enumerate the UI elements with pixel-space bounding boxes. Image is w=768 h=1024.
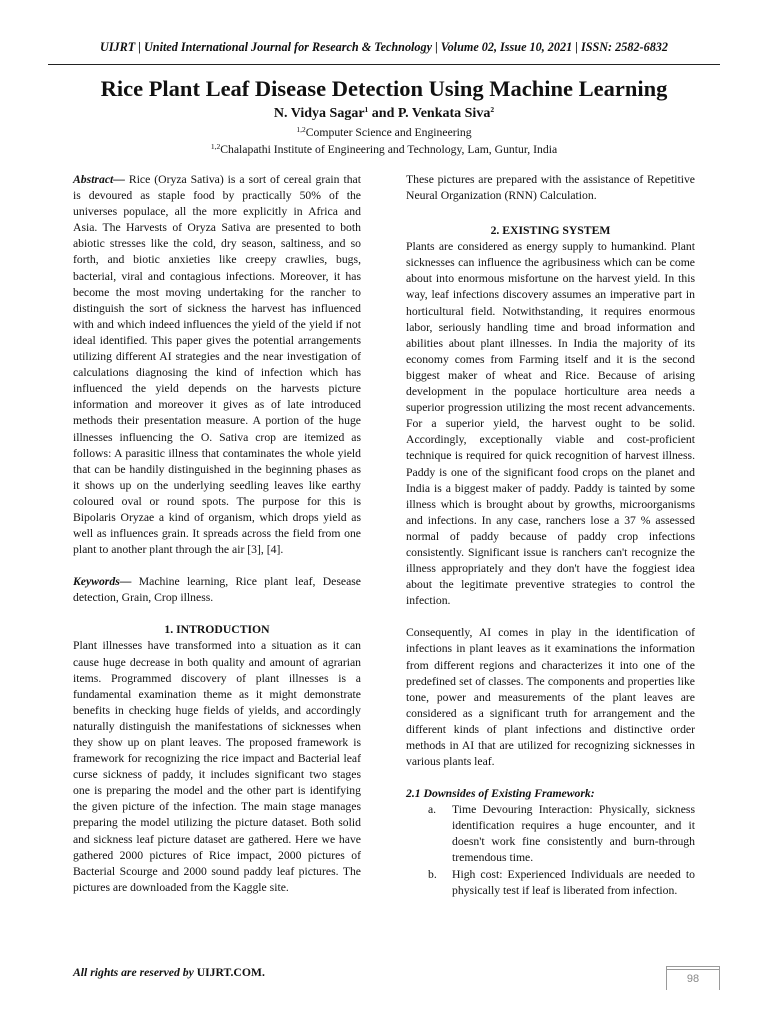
introduction-text: Plant illnesses have transformed into a situation as it can cause huge decrease in both quality and amount of agrarian items. Programmed discovery of plant illnesses is a fundamental examination theme as it might demonstrate benefits in checking huge fields of yields, and accordingly naturally distinguish the manifestations of sicknesses when they show up on plant leaves. The proposed framework is framework for recognizing the rice impact and Bacterial leaf curse sickness of paddy, it includes significant two stages one is preparing the model and the other part is identifying the given picture of the infection. The main stage manages preparing the model utilizing the picture dataset. Both solid and sickness leaf picture dataset are gathered. Here we have gathered 2000 pictures of Rice impact, 2000 pictures of Bacterial Scourge and 2000 sound paddy leaf pictures. The pictures are downloaded from the Kaggle site. xyxy=(73,639,361,894)
right-column xyxy=(406,172,695,899)
list-item-text: High cost: Experienced Individuals are needed to physically test if leaf is liberated from infection. xyxy=(452,867,695,897)
keywords-label: Keywords— xyxy=(73,575,132,589)
affiliation-institute xyxy=(0,143,768,156)
paper-title: Rice Plant Leaf Disease Detection Using Machine Learning xyxy=(100,76,668,101)
footer-brand: UIJRT.COM. xyxy=(196,966,265,979)
left-column xyxy=(73,172,361,896)
abstract-text: Rice (Oryza Sativa) is a sort of cereal grain that is devoured as staple food by practically 50% of the universes populace, all the more explicitly in Africa and Asia. The Harvests of Oryza Sativa are presented to both abiotic stresses like the cold, dry season, saltiness, and so forth, and biotic anxieties like creepy crawlies, bugs, bacterial, viral and contagious infections. Moreover, it has become the most moving undertaking for the rancher to distinguish the sort of sickness the harvest has influenced with and which indeed influences the yield of the yield if not ideal identified. This paper gives the potential arrangements utilizing different AI strategies and the near investigation of calculations diagnosing the kind of infection which has influenced the yield depends on the harvests picture information and moreover it gives as of late introduced methods their presentation measure. A portion of the huge illnesses influencing the O. Sativa crop are itemized as follows: A parasitic illness that contaminates the whole yield that can be handily distinguished in the beginning phases as it shows up on the underlying seedling leaves like earthy coloured oval or round spots. The purpose for this is Bipolaris Oryzae a kind of organism, which drops yield as well as influences grain. It spreads across the field from one plant to another plant through the air [3], [4]. xyxy=(73,173,361,557)
abstract-label: Abstract— xyxy=(73,173,125,186)
author-1-superscript: 1 xyxy=(364,105,369,114)
introduction-continuation: These pictures are prepared with the assistance of Repetitive Neural Organization (RNN) Calculation. xyxy=(406,173,695,203)
affiliation-text: Computer Science and Engineering xyxy=(305,126,472,139)
author-2-superscript: 2 xyxy=(490,105,495,114)
affiliation-superscript: 1,2 xyxy=(296,125,306,134)
author-1: N. Vidya Sagar xyxy=(273,106,365,121)
downsides-heading: 2.1 Downsides of Existing Framework: xyxy=(406,787,595,801)
list-marker: b. xyxy=(428,867,437,881)
authors xyxy=(0,106,768,122)
list-marker: a. xyxy=(428,803,437,817)
keywords-text: Machine learning, Rice plant leaf, Desease detection, Grain, Crop illness. xyxy=(73,575,361,605)
affiliation-superscript: 1,2 xyxy=(210,142,221,151)
footer-rights xyxy=(73,966,265,979)
affiliation-text: Chalapathi Institute of Engineering and Technology, Lam, Guntur, India xyxy=(220,143,558,156)
abstract xyxy=(73,172,361,558)
affiliation-department xyxy=(0,126,768,139)
authors-and: and xyxy=(368,106,398,121)
page-number: 98 xyxy=(666,966,720,990)
existing-system-paragraph-2: Consequently, AI comes in play in the identification of infections in plant leaves as it examinations the information from different regions and characterizes it into one of the predefined set of classes. The components and properties like tone, power and measurements of the plant leaves are considered as a significant truth for arrangement and the different kinds of plant infections and distinctive order methods in AI that are utilized for recognizing sicknesses in various plants leaf. xyxy=(406,626,695,769)
existing-system-heading: 2. EXISTING SYSTEM xyxy=(490,224,611,238)
list-item xyxy=(406,802,695,866)
keywords xyxy=(73,574,361,606)
author-2: P. Venkata Siva xyxy=(397,106,491,121)
header-rule xyxy=(48,64,720,65)
footer-rights-text: All rights are reserved by xyxy=(73,966,197,979)
journal-header: UIJRT | United International Journal for Research & Technology | Volume 02, Issue 10, 2021 | ISSN: 2582-6832 xyxy=(100,40,668,54)
downsides-list xyxy=(406,802,695,899)
list-item-text: Time Devouring Interaction: Physically, sickness identification requires a huge encounter, and it doesn't work fine consistently and burn-through tremendous time. xyxy=(452,803,695,865)
existing-system-paragraph-1: Plants are considered as energy supply to humankind. Plant sicknesses can influence the agribusiness which can be come about into enormous misfortune on the harvest yield. In this way, leaf infections discovery assumes an imperative part in horticultural field. Notwithstanding, it requires enormous labor, seriously handling time and broad information and abilities about plant illnesses. In India the majority of its economy comes from Farming itself and it is the second biggest maker of wheat and Rice. Because of arising development in the populace horticulture area needs a superior progression utilizing the most recent advancements. For a superior yield, the harvest ought to be solid. Accordingly, exceptionally viable and cost-proficient technique is required for quick recognition of harvest illness. Paddy is one of the significant food crops on the planet and India is a biggest maker of paddy. Paddy is tainted by some illness which is brought about by growths, microorganisms and infections. In any case, ranchers lose a 37 % assessed normal of paddy because of paddy crop infections consistently. Significant issue is ranchers can't recognize the illness appropriately and they don't have the foggiest idea about the legitimate preventive strategies to control the infection. xyxy=(406,240,695,608)
list-item xyxy=(406,867,695,899)
introduction-heading: 1. INTRODUCTION xyxy=(164,623,270,637)
